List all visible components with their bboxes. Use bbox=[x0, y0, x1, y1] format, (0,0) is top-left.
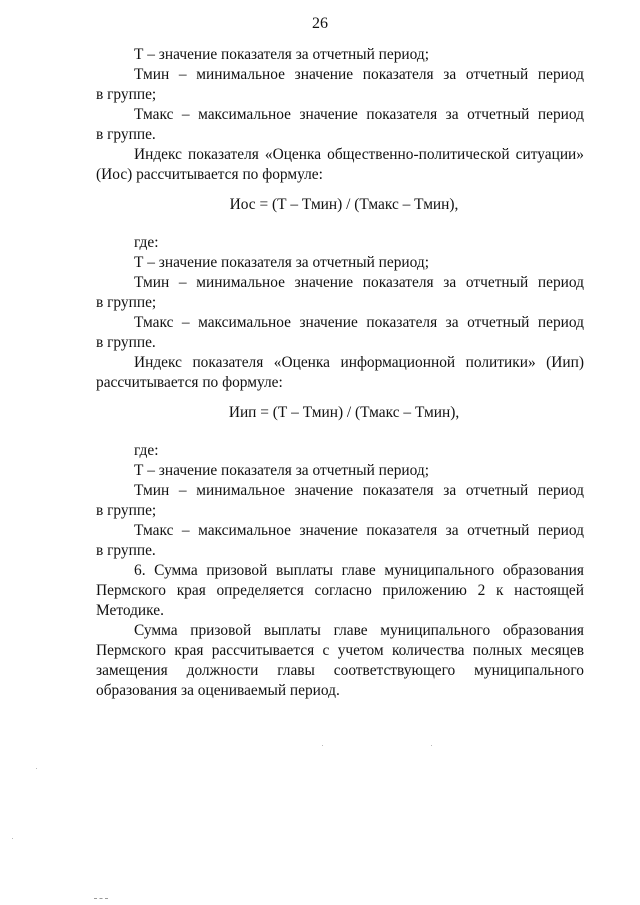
document-body bbox=[96, 45, 584, 701]
award-calculation-paragraph-cont bbox=[96, 641, 584, 701]
section-6-paragraph-cont bbox=[96, 581, 584, 621]
text-line: 6. Сумма призовой выплаты главе муниципального образования bbox=[134, 562, 584, 579]
index-iip-intro bbox=[96, 353, 584, 373]
text-line: Сумма призовой выплаты главе муниципального образования bbox=[134, 622, 584, 639]
definition-tmin-cont bbox=[96, 501, 584, 521]
text-line: в группе. bbox=[96, 126, 156, 143]
text-line: Индекс показателя «Оценка информационной политики» (Иип) bbox=[134, 354, 584, 371]
text-line: Тмин – минимальное значение показателя за отчетный период bbox=[134, 66, 584, 83]
definition-tmin-cont bbox=[96, 293, 584, 313]
definition-tmax bbox=[96, 105, 584, 125]
definition-tmin-cont bbox=[96, 85, 584, 105]
index-iip-intro-cont bbox=[96, 373, 584, 393]
definition-tmax bbox=[96, 521, 584, 541]
definition-t bbox=[96, 45, 584, 65]
text-line: Пермского края рассчитывается с учетом количества полных месяцев bbox=[96, 642, 584, 659]
index-ios-intro-cont bbox=[96, 165, 584, 185]
scan-speck bbox=[12, 838, 13, 839]
section-6-paragraph bbox=[96, 561, 584, 581]
award-calculation-paragraph bbox=[96, 621, 584, 641]
scan-edge-mark bbox=[94, 898, 108, 900]
definition-t bbox=[96, 253, 584, 273]
text-line: замещения должности главы соответствующего муниципального bbox=[96, 662, 584, 679]
definition-t bbox=[96, 461, 584, 481]
text-line: Тмин – минимальное значение показателя за отчетный период bbox=[134, 274, 584, 291]
definition-tmin bbox=[96, 273, 584, 293]
scan-speck bbox=[322, 745, 323, 746]
text-line: рассчитывается по формуле: bbox=[96, 374, 283, 391]
text-line: Тмакс – максимальное значение показателя за отчетный период bbox=[134, 314, 584, 331]
page-number: 26 bbox=[312, 15, 328, 32]
text-line: в группе; bbox=[96, 294, 157, 311]
formula-iip: Иип = (Т – Тмин) / (Тмакс – Тмин), bbox=[228, 404, 460, 421]
text-line: Пермского края определяется согласно приложению 2 к настоящей bbox=[96, 582, 584, 599]
text-line: Т – значение показателя за отчетный период; bbox=[134, 254, 430, 271]
scan-speck bbox=[431, 745, 432, 746]
text-line: Тмакс – максимальное значение показателя за отчетный период bbox=[134, 106, 584, 123]
text-line: Т – значение показателя за отчетный период; bbox=[134, 462, 430, 479]
text-line: в группе. bbox=[96, 334, 156, 351]
where-label: где: bbox=[134, 442, 159, 459]
definition-tmax bbox=[96, 313, 584, 333]
index-ios-intro bbox=[96, 145, 584, 165]
text-line: в группе; bbox=[96, 86, 157, 103]
where-label: где: bbox=[134, 234, 159, 251]
text-line: в группе; bbox=[96, 502, 157, 519]
text-line: Методике. bbox=[96, 602, 164, 619]
text-line: Тмин – минимальное значение показателя за отчетный период bbox=[134, 482, 584, 499]
definition-tmax-cont bbox=[96, 541, 584, 561]
definition-tmax-cont bbox=[96, 333, 584, 353]
text-line: в группе. bbox=[96, 542, 156, 559]
text-line: Т – значение показателя за отчетный период; bbox=[134, 46, 430, 63]
formula-ios: Иос = (Т – Тмин) / (Тмакс – Тмин), bbox=[229, 196, 459, 213]
definition-tmin bbox=[96, 481, 584, 501]
text-line: Тмакс – максимальное значение показателя за отчетный период bbox=[134, 522, 584, 539]
definition-tmin bbox=[96, 65, 584, 85]
scan-speck bbox=[36, 768, 37, 769]
definition-tmax-cont bbox=[96, 125, 584, 145]
text-line: Индекс показателя «Оценка общественно-политической ситуации» bbox=[134, 146, 584, 163]
text-line: (Иос) рассчитывается по формуле: bbox=[96, 166, 323, 183]
text-line: образования за оцениваемый период. bbox=[96, 682, 340, 699]
